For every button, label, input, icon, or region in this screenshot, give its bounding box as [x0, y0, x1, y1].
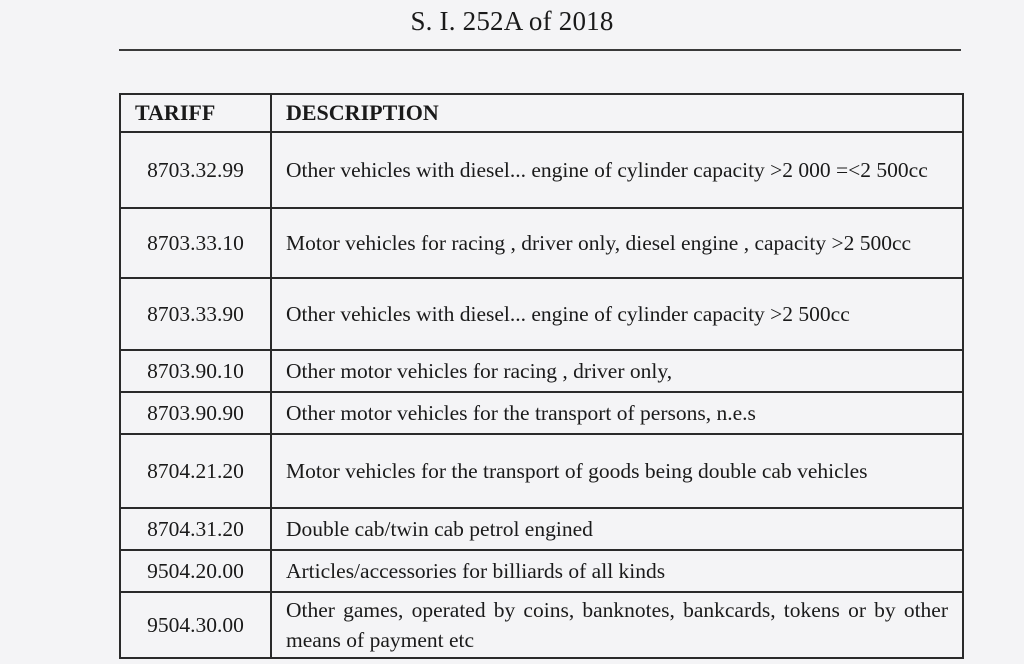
tariff-description: Motor vehicles for the transport of goods being double cab vehicles: [271, 434, 963, 508]
table-row: [120, 208, 963, 278]
table-row: [120, 508, 963, 550]
tariff-description: Other motor vehicles for the transport of persons, n.e.s: [271, 392, 963, 434]
tariff-description: Articles/accessories for billiards of all kinds: [271, 550, 963, 592]
tariff-code: 9504.30.00: [120, 592, 271, 658]
table-row: [120, 132, 963, 208]
header-divider: [119, 49, 961, 51]
column-header-tariff: TARIFF: [120, 94, 271, 132]
page-title: S. I. 252A of 2018: [410, 6, 614, 36]
tariff-description: Other games, operated by coins, banknotes, bankcards, tokens or by other means of payment etc: [271, 592, 963, 658]
tariff-description: Other motor vehicles for racing , driver only,: [271, 350, 963, 392]
table-row: [120, 350, 963, 392]
tariff-code: 9504.20.00: [120, 550, 271, 592]
tariff-table: [119, 93, 964, 659]
table-row: [120, 550, 963, 592]
tariff-description: Other vehicles with diesel... engine of cylinder capacity >2 500cc: [271, 278, 963, 350]
table-row: [120, 278, 963, 350]
tariff-code: 8703.33.90: [120, 278, 271, 350]
table-row: [120, 592, 963, 658]
tariff-code: 8703.33.10: [120, 208, 271, 278]
table-row: [120, 392, 963, 434]
table-row: [120, 434, 963, 508]
tariff-code: 8704.31.20: [120, 508, 271, 550]
tariff-code: 8703.32.99: [120, 132, 271, 208]
tariff-code: 8703.90.90: [120, 392, 271, 434]
tariff-description: Other vehicles with diesel... engine of cylinder capacity >2 000 =<2 500cc: [271, 132, 963, 208]
tariff-code: 8704.21.20: [120, 434, 271, 508]
tariff-code: 8703.90.10: [120, 350, 271, 392]
table-header-row: [120, 94, 963, 132]
column-header-description: DESCRIPTION: [271, 94, 963, 132]
tariff-description: Double cab/twin cab petrol engined: [271, 508, 963, 550]
tariff-description: Motor vehicles for racing , driver only, diesel engine , capacity >2 500cc: [271, 208, 963, 278]
